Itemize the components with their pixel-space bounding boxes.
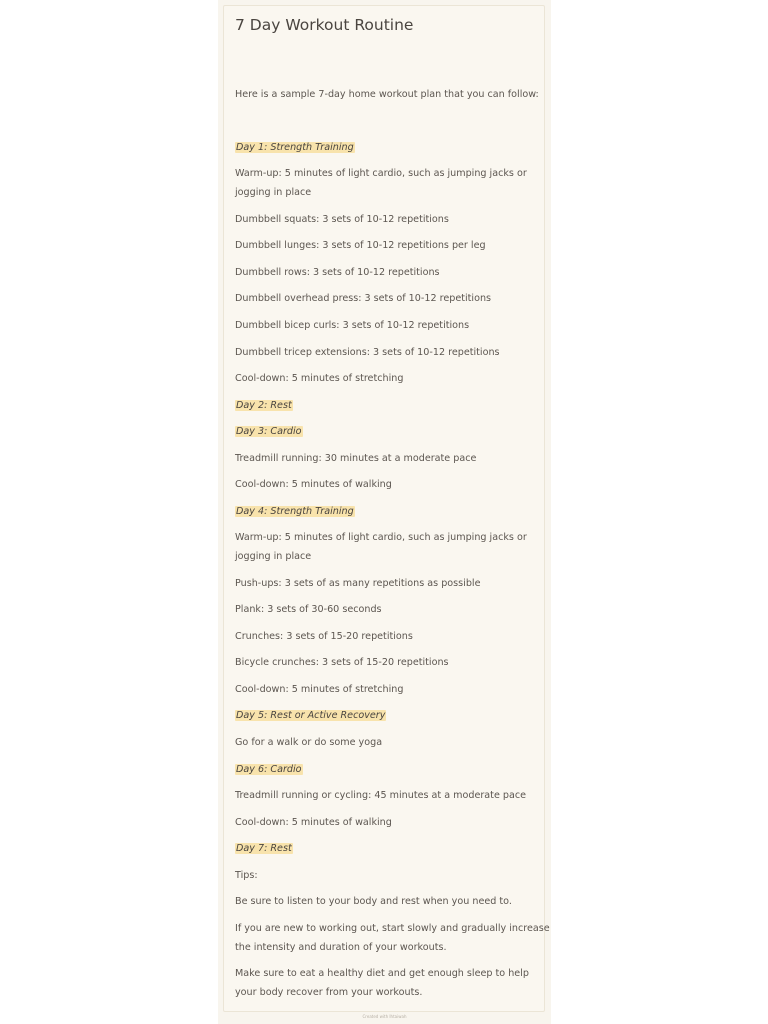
day6-heading-row	[235, 760, 303, 779]
day3-heading: Day 3: Cardio	[236, 426, 302, 437]
list-item: jogging in place	[235, 187, 312, 198]
tips-label: Tips:	[235, 870, 258, 881]
list-item: Go for a walk or do some yoga	[235, 737, 383, 748]
day1-heading: Day 1: Strength Training	[236, 142, 354, 153]
day7-heading-row	[235, 839, 293, 858]
list-item: Make sure to eat a healthy diet and get enough sleep to help	[235, 968, 529, 979]
day1-heading-row	[235, 138, 355, 157]
list-item: Cool-down: 5 minutes of walking	[235, 817, 392, 828]
list-item: jogging in place	[235, 551, 312, 562]
list-item: the intensity and duration of your workouts.	[235, 942, 447, 953]
list-item: Cool-down: 5 minutes of stretching	[235, 373, 404, 384]
document-card	[223, 5, 550, 1012]
day7-heading: Day 7: Rest	[236, 843, 292, 854]
day2-heading-row	[235, 396, 293, 415]
day4-heading: Day 4: Strength Training	[236, 506, 354, 517]
day5-heading: Day 5: Rest or Active Recovery	[236, 710, 386, 721]
footer-credit: Created with Ihtaiwah	[362, 1014, 407, 1019]
day6-heading: Day 6: Cardio	[236, 764, 302, 775]
list-item: Dumbbell lunges: 3 sets of 10-12 repetitions per leg	[235, 240, 486, 251]
list-item: Dumbbell overhead press: 3 sets of 10-12 repetitions	[235, 293, 492, 304]
page-title: 7 Day Workout Routine	[235, 16, 414, 34]
list-item: Dumbbell rows: 3 sets of 10-12 repetitions	[235, 267, 440, 278]
list-item: Dumbbell squats: 3 sets of 10-12 repetitions	[235, 214, 449, 225]
day2-heading: Day 2: Rest	[236, 400, 292, 411]
list-item: Treadmill running or cycling: 45 minutes at a moderate pace	[235, 790, 527, 801]
day3-heading-row	[235, 422, 303, 441]
day5-heading-row	[235, 706, 386, 725]
list-item: Cool-down: 5 minutes of stretching	[235, 684, 404, 695]
list-item: Bicycle crunches: 3 sets of 15-20 repetitions	[235, 657, 449, 668]
list-item: Cool-down: 5 minutes of walking	[235, 479, 392, 490]
list-item: your body recover from your workouts.	[235, 987, 423, 998]
list-item: Dumbbell bicep curls: 3 sets of 10-12 repetitions	[235, 320, 470, 331]
list-item: Warm-up: 5 minutes of light cardio, such as jumping jacks or	[235, 168, 527, 179]
list-item: Warm-up: 5 minutes of light cardio, such as jumping jacks or	[235, 532, 527, 543]
document-page	[218, 0, 551, 1024]
list-item: Plank: 3 sets of 30-60 seconds	[235, 604, 382, 615]
list-item: Treadmill running: 30 minutes at a moderate pace	[235, 453, 477, 464]
intro-text: Here is a sample 7-day home workout plan that you can follow:	[235, 89, 539, 100]
list-item: Be sure to listen to your body and rest when you need to.	[235, 896, 512, 907]
day4-heading-row	[235, 502, 355, 521]
list-item: Push-ups: 3 sets of as many repetitions as possible	[235, 578, 481, 589]
list-item: If you are new to working out, start slowly and gradually increase	[235, 923, 550, 934]
list-item: Crunches: 3 sets of 15-20 repetitions	[235, 631, 413, 642]
list-item: Dumbbell tricep extensions: 3 sets of 10-12 repetitions	[235, 347, 500, 358]
